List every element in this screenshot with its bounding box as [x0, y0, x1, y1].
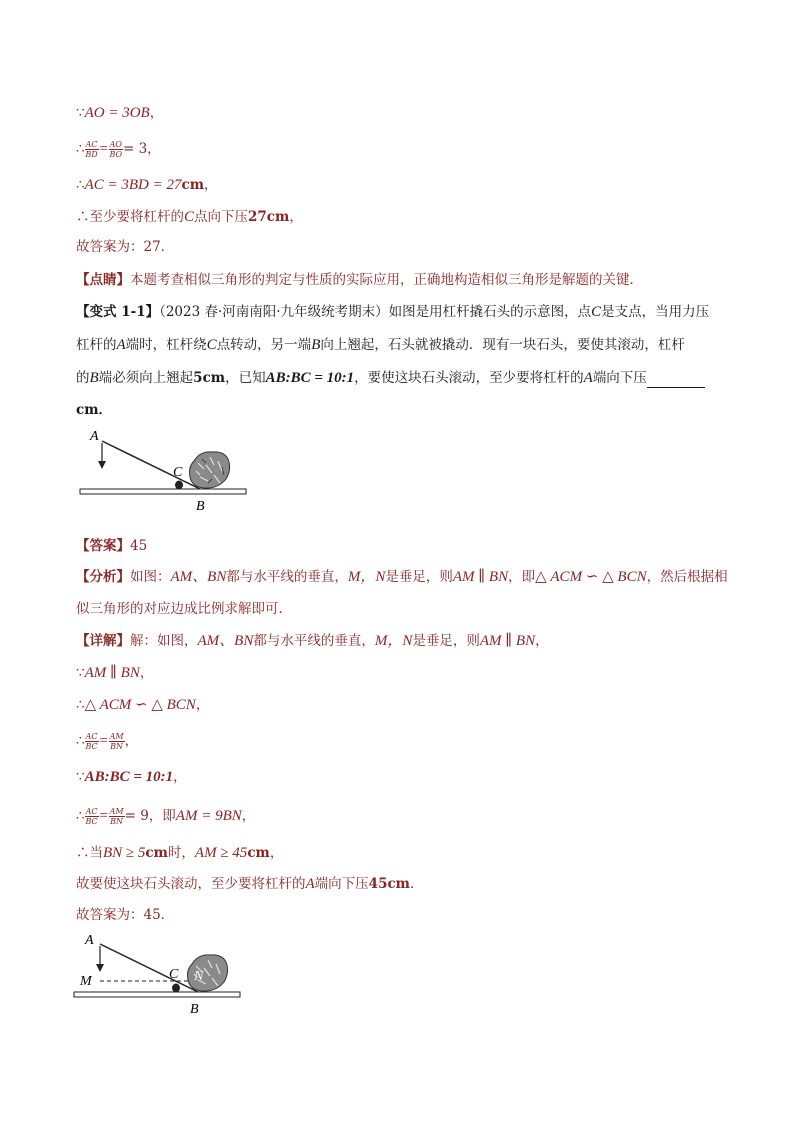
math-expr: AC = 3BD = 27 — [84, 177, 182, 193]
label-c: C — [169, 967, 179, 982]
arrow-down-icon — [98, 461, 106, 469]
text: 当 — [89, 845, 103, 861]
punct: ， — [241, 808, 256, 824]
text: ，即 — [508, 569, 536, 585]
lever-figure-2 — [66, 928, 256, 1020]
math: AM = 9BN — [175, 808, 242, 824]
text: 如图： — [130, 569, 171, 585]
text: 点向下压 — [194, 209, 249, 225]
text: 向上翘起，石头就被撬动．现有一块石头，要使其滚动，杠杆 — [320, 337, 685, 353]
label-c: C — [173, 465, 183, 480]
text: ，然后根据相 — [646, 569, 728, 585]
variant-source: （2023 春·河南南阳·九年级统考期末） — [159, 304, 389, 320]
because-symbol: ∵ — [76, 105, 85, 121]
var: A — [116, 337, 126, 353]
detail-line-2 — [76, 663, 153, 683]
comment-tag: 【点睛】 — [76, 272, 130, 288]
var: B — [311, 337, 321, 353]
math: BN ≥ 5 — [103, 845, 146, 861]
math: M，N — [374, 633, 413, 649]
therefore-symbol: ∴ — [76, 141, 85, 157]
variant-line-3 — [76, 368, 705, 388]
variant-line-4: cm． — [76, 402, 113, 418]
text: ，要使这块石头滚动，至少要将杠杆的 — [354, 370, 584, 386]
therefore-symbol: ∴ — [76, 733, 85, 749]
label-m: M — [80, 974, 92, 989]
value: 45cm — [368, 876, 410, 892]
fulcrum — [172, 984, 180, 993]
detail-line-3 — [76, 695, 209, 715]
rock-icon — [190, 452, 230, 488]
math-rest: = 3， — [122, 141, 161, 157]
therefore-symbol: ∴ — [76, 697, 85, 713]
text: 端时，杠杆绕 — [125, 337, 207, 353]
math: △ ACM ∽ △ BCN — [84, 697, 196, 713]
punct: ． — [409, 876, 424, 892]
punct: ， — [139, 665, 154, 681]
fraction: $\frac{AC}{BD}$ — [85, 140, 98, 159]
text: 都与水平线的垂直， — [253, 633, 375, 649]
punct: ， — [195, 697, 210, 713]
variant-tag: 【变式 1-1】 — [76, 304, 160, 320]
var: A — [583, 370, 593, 386]
analysis-line-2: 似三角形的对应边成比例求解即可． — [76, 601, 292, 617]
var: C — [591, 304, 602, 320]
label-b: B — [190, 1002, 199, 1017]
punct: ， — [289, 209, 303, 225]
because-symbol: ∵ — [76, 769, 85, 785]
equals: = — [98, 733, 109, 749]
lever-line — [102, 441, 200, 489]
punct: ， — [204, 177, 218, 193]
unit: cm — [145, 845, 168, 861]
math: AM ∥ BN — [84, 665, 140, 681]
math: AM ∥ BN — [479, 633, 536, 649]
prev-line-2 — [76, 139, 161, 159]
text: 杠杆的 — [76, 337, 117, 353]
prev-line-3 — [76, 175, 218, 195]
therefore-symbol: ∴ — [76, 808, 85, 824]
text: 是垂足，则 — [385, 569, 453, 585]
text: 至少要将杠杆的 — [89, 209, 184, 225]
fraction: $\frac{AM}{BN}$ — [109, 732, 124, 751]
unit: cm — [181, 177, 205, 193]
analysis-line-1 — [76, 567, 728, 587]
fulcrum — [175, 481, 183, 490]
detail-line-9: 故答案为：45． — [76, 907, 175, 923]
arrow-down-icon — [96, 964, 104, 972]
fraction: $\frac{AC}{BC}$ — [85, 807, 98, 826]
var: C — [206, 337, 217, 353]
text: 的 — [76, 370, 90, 386]
text: ， — [535, 633, 549, 649]
lever-line — [100, 944, 198, 992]
comment-text: 本题考查相似三角形的判定与性质的实际应用，正确地构造相似三角形是解题的关键． — [130, 272, 643, 288]
ground-bar — [80, 489, 246, 494]
text: 解：如图， — [130, 633, 198, 649]
math: AM、BN — [170, 569, 227, 585]
variant-line-2 — [76, 335, 685, 355]
detail-line-7 — [76, 843, 283, 863]
value: 5cm — [193, 370, 226, 386]
var: B — [89, 370, 99, 386]
because-symbol: ∵ — [76, 665, 85, 681]
comment-line — [76, 270, 643, 290]
text: 如图是用杠杆撬石头的示意图，点 — [388, 304, 592, 320]
text: 端向下压 — [592, 370, 647, 386]
text: 端向下压 — [314, 876, 369, 892]
value: 27cm — [248, 209, 290, 225]
math: △ ACM ∽ △ BCN — [535, 569, 647, 585]
var: C — [184, 209, 195, 225]
therefore-symbol: ∴ — [76, 209, 90, 225]
text: 端必须向上翘起 — [98, 370, 194, 386]
ratio: AB:BC = 10:1 — [265, 370, 355, 386]
detail-tag: 【详解】 — [76, 633, 130, 649]
math: M，N — [347, 569, 386, 585]
prev-line-5: 故答案为：27． — [76, 239, 175, 255]
text: 是垂足，则 — [412, 633, 480, 649]
math: AM ∥ BN — [452, 569, 509, 585]
fraction: $\frac{AO}{BO}$ — [109, 140, 123, 159]
answer-tag: 【答案】 — [76, 538, 130, 554]
detail-line-1 — [76, 631, 549, 651]
variant-line-1 — [76, 302, 709, 322]
math: AB:BC = 10:1 — [84, 769, 174, 785]
text: 都与水平线的垂直， — [226, 569, 348, 585]
detail-line-8 — [76, 874, 423, 894]
detail-line-6 — [76, 806, 255, 826]
label-b: B — [196, 499, 205, 514]
ground-bar — [74, 992, 240, 997]
math: AM ≥ 45 — [194, 845, 248, 861]
answer-line — [76, 536, 147, 556]
prev-line-1 — [76, 103, 163, 123]
var: A — [305, 876, 315, 892]
text: 时， — [167, 845, 195, 861]
punct: ， — [173, 769, 187, 785]
math-expr: AO = 3OB — [84, 105, 150, 121]
answer-value: 45 — [130, 538, 148, 554]
prev-line-4 — [76, 207, 303, 227]
equals: = — [98, 808, 109, 824]
text: = 9，即 — [124, 808, 176, 824]
equals: = — [98, 141, 109, 157]
punct: ， — [149, 105, 164, 121]
therefore-symbol: ∴ — [76, 845, 90, 861]
fraction: $\frac{AC}{BC}$ — [85, 732, 98, 751]
text: 点转动，另一端 — [216, 337, 312, 353]
punct: ， — [269, 845, 284, 861]
therefore-symbol: ∴ — [76, 177, 85, 193]
text: ，已知 — [225, 370, 266, 386]
answer-blank — [647, 373, 705, 388]
text: 是支点，当用力压 — [601, 304, 710, 320]
analysis-tag: 【分析】 — [76, 569, 130, 585]
label-a: A — [90, 429, 99, 444]
punct: ， — [124, 733, 139, 749]
math: AM、BN — [197, 633, 254, 649]
unit: cm — [247, 845, 270, 861]
fraction: $\frac{AM}{BN}$ — [109, 807, 124, 826]
text: 故要使这块石头滚动，至少要将杠杆的 — [76, 876, 306, 892]
detail-line-5 — [76, 767, 187, 787]
label-a: A — [85, 933, 94, 948]
label-n: N — [194, 969, 204, 984]
lever-figure-1 — [72, 425, 262, 517]
detail-line-4 — [76, 731, 138, 751]
